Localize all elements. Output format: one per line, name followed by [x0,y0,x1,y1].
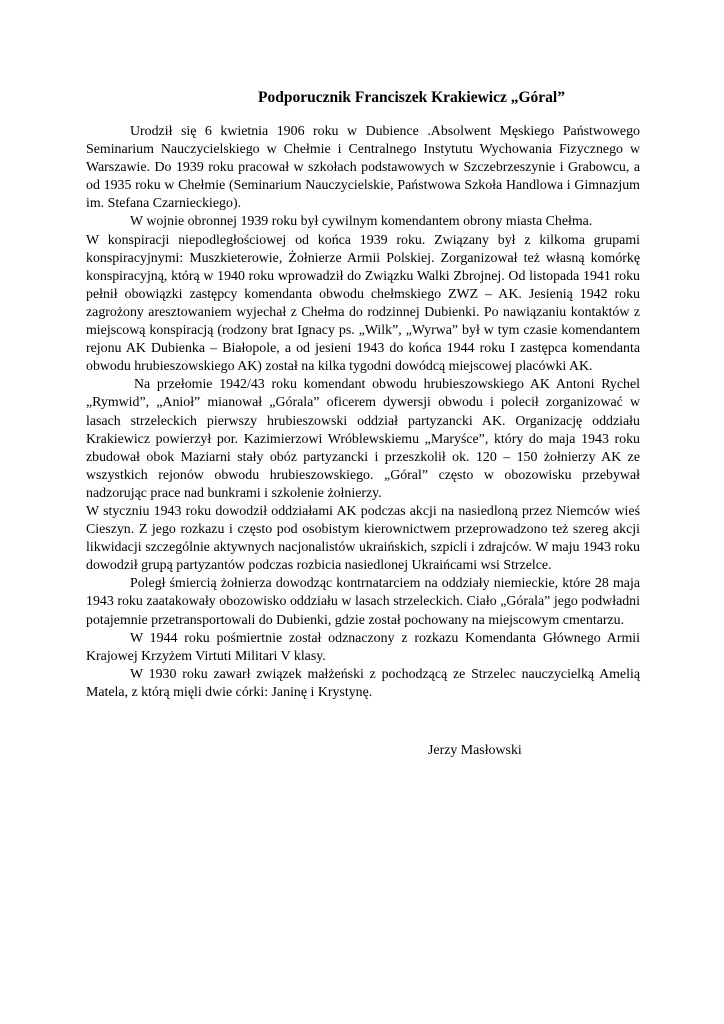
author-signature: Jerzy Masłowski [428,743,522,758]
paragraph-decoration: W 1944 roku pośmiertnie został odznaczony z rozkazu Komendanta Głównego Armii Krajowej Krzyżem Virtuti Militari V klasy. [86,630,640,664]
document-title: Podporucznik Franciszek Krakiewicz „Góral” [258,89,565,106]
paragraph-conspiracy: W konspiracji niepodległościowej od końca 1939 roku. Związany był z kilkoma grupami konspiracyjnymi: Muszkieterowie, Żołnierze Armii Polskiej. Zorganizował też własną komórkę konspiracyjną, którą w 1940 roku wprowadził do Związku Walki Zbrojnej. Od listopada 1941 roku pełnił obowiązki zastępcy komendanta obwodu chełmskiego ZWZ – AK. Jesienią 1942 roku zagrożony aresztowaniem wyjechał z Chełma do rodzinnej Dubienki. Po nawiązaniu kontaktów z miejscową konspiracją (rodzony brat Ignacy ps. „Wilk”, „Wyrwa” był w tym czasie komendantem rejonu AK Dubienka – Białopole, a od jesieni 1943 do końca 1944 roku I zastępca komendanta obwodu hrubieszowskiego AK) został na kilka tygodni dowódcą miejscowej placówki AK. [86,232,640,375]
document-body [86,123,640,702]
paragraph-family: W 1930 roku zawarł związek małżeński z pochodzącą ze Strzelec nauczycielką Amelią Matela, z którą mięli dwie córki: Janinę i Krystynę. [86,666,640,700]
paragraph-death: Poległ śmiercią żołnierza dowodząc kontrnatarciem na oddziały niemieckie, które 28 maja 1943 roku zaatakowały obozowisko oddziału w lasach strzeleckich. Ciało „Górala” jego podwładni potajemnie przetransportowali do Dubienki, gdzie został pochowany na miejscowym cmentarzu. [86,576,640,628]
paragraph-defensive-war: W wojnie obronnej 1939 roku był cywilnym komendantem obrony miasta Chełma. [130,214,593,230]
paragraph-partisan-unit: Na przełomie 1942/43 roku komendant obwodu hrubieszowskiego AK Antoni Rychel „Rymwid”, „Anioł” mianował „Górala” oficerem dywersji obwodu i polecił zorganizować w lasach strzeleckich pierwszy hrubieszowski oddział partyzancki AK. Organizację oddziału Krakiewicz powierzył por. Kazimierzowi Wróblewskiemu „Maryśce”, który do maja 1943 roku zbudował obok Maziarni stały obóz partyzancki i przeszkolił ok. 120 – 150 żołnierzy AK ze wszystkich rejonów obwodu hrubieszowskiego. „Góral” często w obozowisku przebywał nadzorując prace nad bunkrami i szkolenie żołnierzy. [86,377,640,501]
paragraph-actions: W styczniu 1943 roku dowodził oddziałami AK podczas akcji na nasiedloną przez Niemców wieś Cieszyn. Z jego rozkazu i często pod osobistym kierownictwem przeprowadzono też szereg akcji likwidacji szczególnie aktywnych nacjonalistów ukraińskich, szpicli i zdrajców. W maju 1943 roku dowodził grupą partyzantów podczas rozbicia nasiedlonej Ukraińcami wsi Strzelce. [86,503,640,574]
paragraph-biography: Urodził się 6 kwietnia 1906 roku w Dubience .Absolwent Męskiego Państwowego Seminarium Nauczycielskiego w Chełmie i Centralnego Instytutu Wychowania Fizycznego w Warszawie. Do 1939 roku pracował w szkołach podstawowych w Szczebrzeszynie i Grabowcu, a od 1935 roku w Chełmie (Seminarium Nauczycielskie, Państwowa Szkoła Handlowa i Gimnazjum im. Stefana Czarnieckiego). [86,124,640,212]
